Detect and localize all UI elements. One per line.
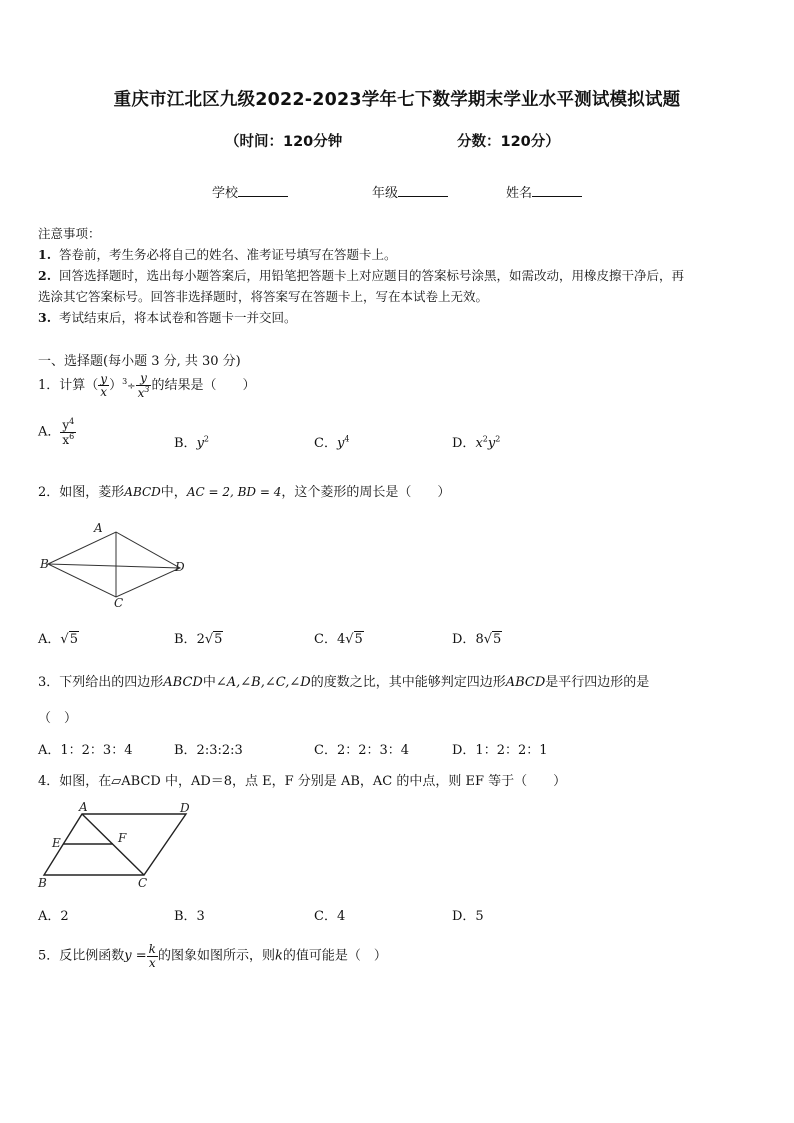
school-label: 学校 xyxy=(212,186,239,201)
note-item-2-line1: 2. 回答选择题时，选出每小题答案后，用铅笔把答题卡上对应题目的答案标号涂黑，如需改动，用橡皮擦干净后，再 xyxy=(38,268,685,283)
question-5: 5．反比例函数y = $\frac{k}{x}$ 的图象如图所示，则k的值可能是（ ） xyxy=(38,942,387,970)
grade-field xyxy=(372,182,448,201)
q1-option-b: B．$y^2$ xyxy=(174,434,210,451)
name-field xyxy=(506,182,582,201)
q1-option-a: A． $\frac{y^4}{x^6}$ xyxy=(38,417,75,447)
school-blank xyxy=(238,184,288,197)
vertex-c-label: C xyxy=(138,876,148,890)
vertex-b-label: B xyxy=(38,876,47,890)
question-4: 4．如图，在▱ABCD 中，AD＝8，点 E，F 分别是 AB，AC 的中点，则 EF 等于（ ） xyxy=(38,774,567,789)
section-heading: 一、选择题(每小题 3 分, 共 30 分) xyxy=(38,354,241,369)
q3-option-d: D．1：2：2：1 xyxy=(452,743,548,758)
exam-title: 重庆市江北区九级2022-2023学年七下数学期末学业水平测试模拟试题 xyxy=(113,90,681,110)
point-f-label: F xyxy=(118,831,127,845)
name-label: 姓名 xyxy=(506,186,533,201)
question-1: 1．计算（ $\frac{y}{x}$ ）$^3$÷ $\frac{y}{x^3}$ 的结果是（ ） xyxy=(38,371,256,400)
question-3: 3．下列给出的四边形ABCD中∠A,∠B,∠C,∠D的度数之比，其中能够判定四边形ABCD是平行四边形的是 xyxy=(38,675,650,690)
note-item-1: 1. 答卷前，考生务必将自己的姓名、准考证号填写在答题卡上。 xyxy=(38,247,397,262)
q3-answer-paren: （ ） xyxy=(38,711,78,726)
school-field xyxy=(212,182,288,201)
note-item-2-line2: 选涂其它答案标号。回答非选择题时，将答案写在答题卡上，写在本试卷上无效。 xyxy=(38,289,489,304)
q1-fraction-2: $\frac{y}{x^3}$ xyxy=(137,371,150,400)
notes-heading: 注意事项： xyxy=(38,226,101,241)
point-e-label: E xyxy=(52,836,61,850)
q2-option-c: C．4√5 xyxy=(314,632,363,647)
q2-option-a: A．√5 xyxy=(38,632,78,647)
exam-time: （时间：120分钟 xyxy=(225,134,343,150)
q5-fraction: $\frac{k}{x}$ xyxy=(148,942,156,970)
question-2: 2．如图，菱形ABCD中，AC = 2, BD = 4，这个菱形的周长是（ ） xyxy=(38,485,451,500)
vertex-d-label: D xyxy=(180,801,190,815)
q4-option-d: D．5 xyxy=(452,909,484,924)
vertex-a-label: A xyxy=(94,521,103,535)
vertex-a-label: A xyxy=(79,800,88,814)
q1-option-c: C．$y^4$ xyxy=(314,434,350,451)
name-blank xyxy=(532,184,582,197)
vertex-d-label: D xyxy=(175,560,185,574)
q2-option-b: B．2√5 xyxy=(174,632,223,647)
exam-score: 分数：120分） xyxy=(457,134,560,150)
q3-option-b: B．2:3:2:3 xyxy=(174,743,243,758)
q3-option-a: A．1：2：3：4 xyxy=(38,743,133,758)
q4-option-a: A．2 xyxy=(38,909,69,924)
grade-label: 年级 xyxy=(372,186,399,201)
q1-fraction-1: $\frac{y}{x}$ xyxy=(100,371,108,400)
q4-option-c: C．4 xyxy=(314,909,346,924)
vertex-b-label: B xyxy=(40,557,49,571)
q2-option-d: D．8√5 xyxy=(452,632,502,647)
parallelogram-figure xyxy=(34,798,200,892)
q4-option-b: B．3 xyxy=(174,909,205,924)
q1-option-d: D．$x^2y^2$ xyxy=(452,434,501,451)
q3-option-c: C．2：2：3：4 xyxy=(314,743,410,758)
vertex-c-label: C xyxy=(114,596,124,610)
rhombus-figure xyxy=(36,518,196,610)
note-item-3: 3. 考试结束后，将本试卷和答题卡一并交回。 xyxy=(38,310,297,325)
grade-blank xyxy=(398,184,448,197)
